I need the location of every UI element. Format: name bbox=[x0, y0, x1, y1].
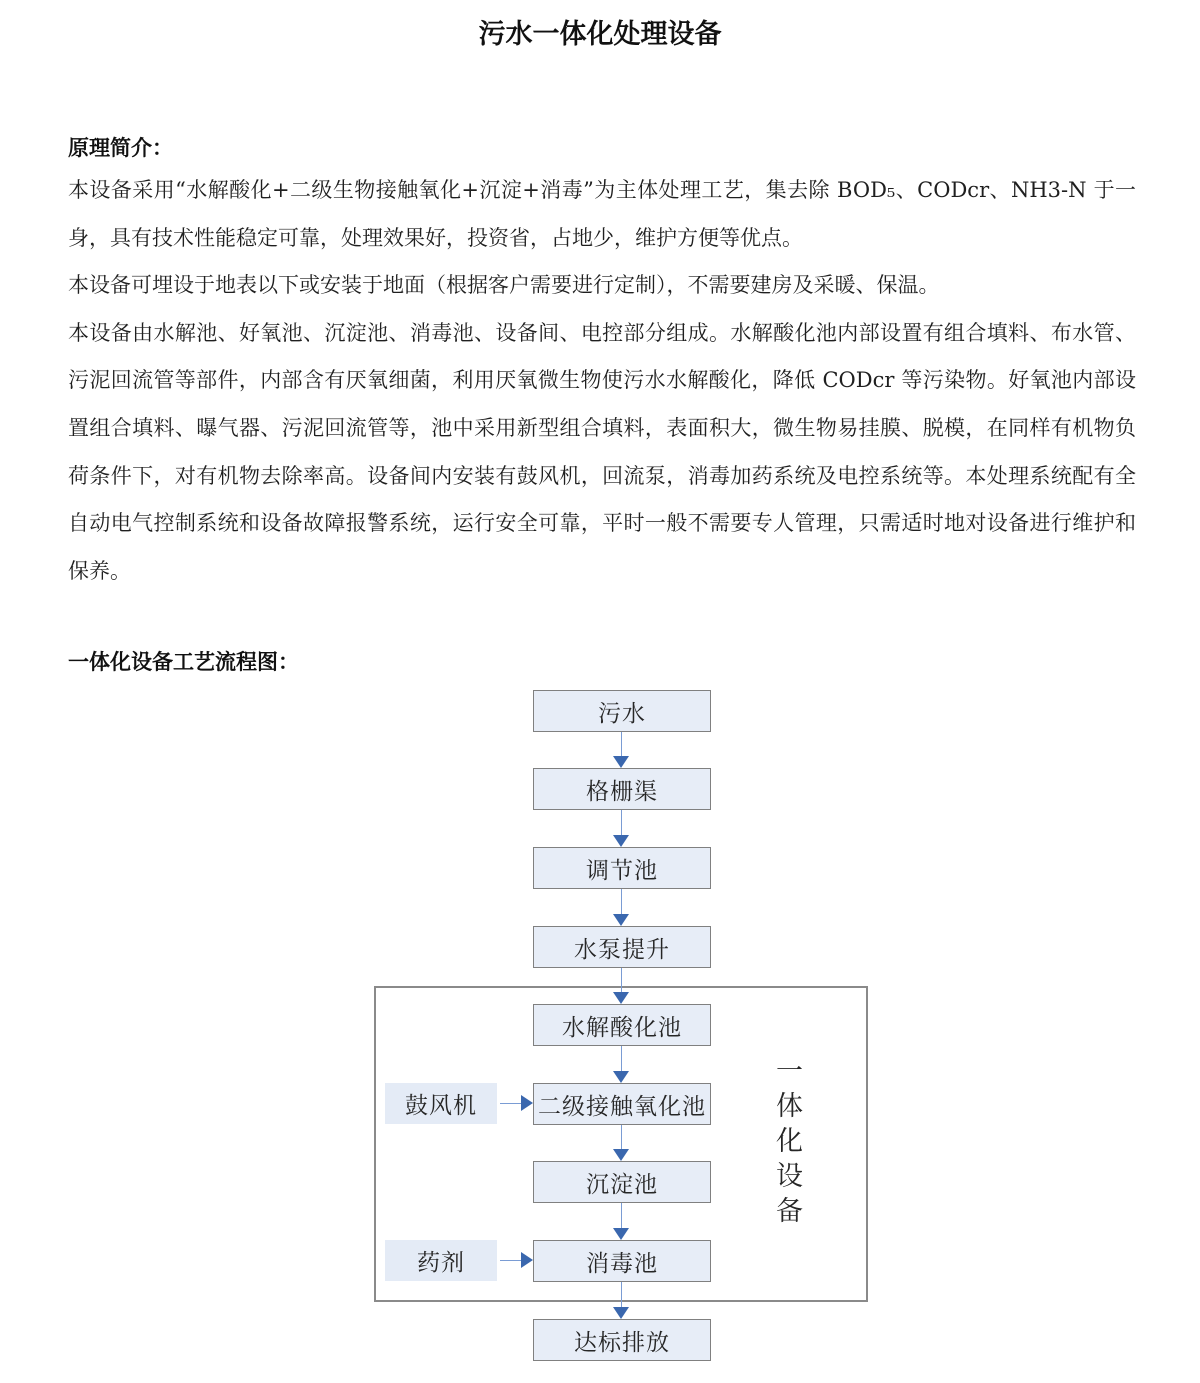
flow-node-hydrolysis-acidification-tank: 水解酸化池 bbox=[533, 1004, 711, 1046]
arrow-down-icon bbox=[613, 732, 630, 768]
paragraph-installation: 本设备可埋设于地表以下或安装于地面（根据客户需要进行定制），不需要建房及采暖、保温。 bbox=[68, 273, 940, 298]
side-label-blower: 鼓风机 bbox=[385, 1083, 497, 1124]
flow-node-secondary-contact-oxidation-tank: 二级接触氧化池 bbox=[533, 1083, 711, 1125]
arrow-right-icon bbox=[500, 1095, 533, 1112]
flow-node-regulating-tank: 调节池 bbox=[533, 847, 711, 889]
page-title: 污水一体化处理设备 bbox=[478, 19, 722, 50]
flow-node-standard-discharge: 达标排放 bbox=[533, 1319, 711, 1361]
arrow-down-icon bbox=[613, 810, 630, 847]
flow-node-disinfection-tank: 消毒池 bbox=[533, 1240, 711, 1282]
vertical-label-integrated-equipment: 一体化设备 bbox=[771, 1056, 802, 1231]
paragraph-process-summary: 本设备采用“水解酸化+二级生物接触氧化+沉淀+消毒”为主体处理工艺，集去除 BOD₅、CODcr、NH3-N 于一身，具有技术性能稳定可靠，处理效果好，投资省，占地少，维护方便等优点。 bbox=[68, 178, 1136, 250]
paragraph-composition: 本设备由水解池、好氧池、沉淀池、消毒池、设备间、电控部分组成。水解酸化池内部设置有组合填料、布水管、污泥回流管等部件，内部含有厌氧细菌，利用厌氧微生物使污水水解酸化，降低 CODcr 等污染物。好氧池内部设置组合填料、曝气器、污泥回流管等，池中采用新型组合填料，表面积大，微生物易挂膜、脱模，在同样有机物负荷条件下，对有机物去除率高。设备间内安装有鼓风机，回流泵，消毒加药系统及电控系统等。本处理系统配有全自动电气控制系统和设备故障报警系统，运行安全可靠，平时一般不需要专人管理，只需适时地对设备进行维护和保养。 bbox=[68, 320, 1136, 583]
side-label-chemical-agent: 药剂 bbox=[385, 1240, 497, 1281]
arrow-down-icon bbox=[613, 1282, 630, 1319]
flow-node-pump-lift: 水泵提升 bbox=[533, 926, 711, 968]
arrow-down-icon bbox=[613, 889, 630, 926]
arrow-down-icon bbox=[613, 968, 630, 1004]
arrow-down-icon bbox=[613, 1046, 630, 1083]
flow-node-sedimentation-tank: 沉淀池 bbox=[533, 1161, 711, 1203]
arrow-right-icon bbox=[500, 1252, 533, 1269]
flow-node-sewage: 污水 bbox=[533, 690, 711, 732]
flow-node-grid-channel: 格栅渠 bbox=[533, 768, 711, 810]
arrow-down-icon bbox=[613, 1203, 630, 1240]
arrow-down-icon bbox=[613, 1125, 630, 1161]
section-heading-principle: 原理简介： bbox=[68, 135, 173, 160]
body-text bbox=[68, 167, 1136, 595]
section-heading-flowchart: 一体化设备工艺流程图： bbox=[68, 649, 299, 675]
